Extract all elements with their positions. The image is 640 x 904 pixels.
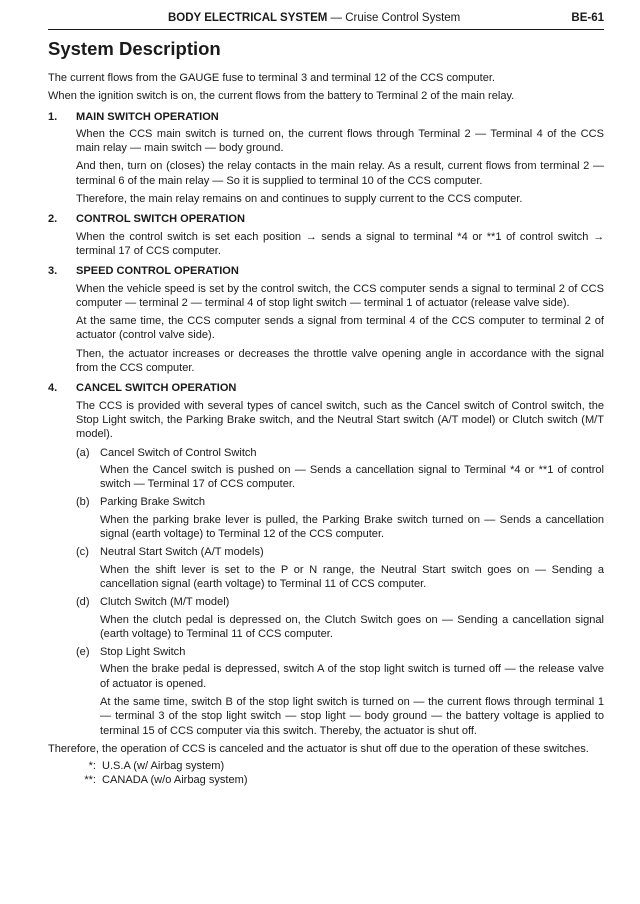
subsection-heading (76, 595, 604, 609)
section-paragraph: When the CCS main switch is turned on, the current flows through Terminal 2 — Terminal 4 of the CCS main relay — main switch — body ground. (76, 127, 604, 155)
subsection-heading (76, 545, 604, 559)
section-number: 3. (48, 265, 58, 278)
section-speed-control (48, 264, 604, 375)
header-title-bold: BODY ELECTRICAL SYSTEM (168, 12, 328, 24)
footnotes (74, 760, 604, 787)
header-title (168, 12, 460, 24)
subsection-label: (e) (76, 646, 90, 659)
section-paragraph: When the control switch is set each position → sends a signal to terminal *4 or **1 of control switch → terminal 17 of CCS computer. (76, 230, 604, 257)
subsection-title: Neutral Start Switch (A/T models) (100, 546, 264, 559)
subsection-title: Cancel Switch of Control Switch (100, 446, 257, 459)
section-paragraph: Therefore, the main relay remains on and continues to supply current to the CCS computer. (76, 193, 523, 206)
section-paragraph: The CCS is provided with several types of cancel switch, such as the Cancel switch of Control switch, the Stop Light switch, the Parking Brake switch, and the Neutral Start switch (A/T model) or Clutch switch (M/T model). (76, 399, 604, 441)
section-paragraph: At the same time, the CCS computer sends a signal from terminal 4 of the CCS computer to terminal 2 of actuator (control valve side). (76, 315, 604, 342)
subsection-body (100, 613, 604, 642)
page-content (48, 71, 604, 787)
subsection-body (100, 662, 604, 737)
footnote (74, 760, 604, 774)
subsection-label: (c) (76, 546, 89, 559)
section-body (76, 282, 604, 376)
section-body (76, 127, 604, 206)
footnote-text: CANADA (w/o Airbag system) (102, 773, 248, 786)
section-control-switch (48, 212, 604, 258)
section-number: 2. (48, 213, 58, 226)
section-title: MAIN SWITCH OPERATION (76, 110, 219, 123)
closing-paragraph: Therefore, the operation of CCS is canceled and the actuator is shut off due to the operation of these switches. (48, 742, 589, 755)
footnote-mark: **: (84, 773, 96, 786)
subsection-paragraph: When the Cancel switch is pushed on — Sends a cancellation signal to Terminal *4 or **1 of control switch — Terminal 17 of CCS computer. (100, 463, 604, 491)
subsection-label: (b) (76, 496, 90, 509)
section-number: 1. (48, 110, 58, 123)
subsection-paragraph: At the same time, switch B of the stop light switch is turned on — the current flows through terminal 1 — terminal 3 of the stop light switch — stop light — body ground — the battery voltage is applied to terminal 15 of CCS computer via this switch. Thereby, the actuator is shut off. (100, 695, 604, 737)
subsection-cancel-switch-of-control-switch (76, 446, 604, 492)
subsection-paragraph: When the parking brake lever is pulled, the Parking Brake switch turned on — Sends a cancellation signal (earth voltage) to Terminal 12 of the CCS computer. (100, 513, 604, 541)
subsection-title: Clutch Switch (M/T model) (100, 596, 230, 609)
subsection-label: (d) (76, 596, 90, 609)
subsection-label: (a) (76, 446, 90, 459)
section-title: CANCEL SWITCH OPERATION (76, 382, 237, 395)
section-number: 4. (48, 382, 58, 395)
section-heading (48, 110, 604, 124)
subsection-heading (76, 495, 604, 509)
section-title: CONTROL SWITCH OPERATION (76, 213, 245, 226)
section-heading (48, 381, 604, 395)
header-rule (48, 29, 604, 30)
subsection-title: Stop Light Switch (100, 646, 186, 659)
section-paragraph: When the vehicle speed is set by the control switch, the CCS computer sends a signal to terminal 2 of CCS computer — terminal 2 — terminal 4 of stop light switch — terminal 1 of actuator (release valve side). (76, 282, 604, 309)
section-body (76, 399, 604, 738)
section-heading (48, 264, 604, 278)
subsection-body (100, 563, 604, 592)
section-body (76, 230, 604, 259)
subsection-neutral-start-switch (76, 545, 604, 591)
intro-paragraph: When the ignition switch is on, the current flows from the battery to Terminal 2 of the main relay. (48, 90, 515, 103)
page-number: BE-61 (571, 12, 604, 24)
footnote-mark: *: (88, 760, 96, 773)
subsection-stop-light-switch (76, 645, 604, 738)
subsection-paragraph: When the clutch pedal is depressed on, the Clutch Switch goes on — Sending a cancellation signal (earth voltage) to Terminal 11 of CCS computer. (100, 613, 604, 640)
subsection-heading (76, 645, 604, 659)
subsection-clutch-switch (76, 595, 604, 641)
section-title: SPEED CONTROL OPERATION (76, 265, 239, 278)
intro-paragraph: The current flows from the GAUGE fuse to terminal 3 and terminal 12 of the CCS computer. (48, 72, 495, 84)
subsection-parking-brake-switch (76, 495, 604, 541)
subsection-paragraph: When the brake pedal is depressed, switch A of the stop light switch is turned off — the release valve of actuator is opened. (100, 663, 604, 690)
footnote (74, 774, 604, 788)
subsection-body (100, 463, 604, 492)
subsection-title: Parking Brake Switch (100, 496, 205, 509)
subsection-heading (76, 446, 604, 460)
footnote-text: U.S.A (w/ Airbag system) (102, 760, 225, 773)
section-cancel-switch (48, 381, 604, 738)
page-title: System Description (48, 38, 221, 59)
section-heading (48, 212, 604, 226)
page-header (48, 8, 604, 30)
section-paragraph: Then, the actuator increases or decreases the throttle valve opening angle in accordance with the signal from the CCS computer. (76, 347, 604, 375)
section-main-switch (48, 110, 604, 207)
section-paragraph: And then, turn on (closes) the relay contacts in the main relay. As a result, current flows from terminal 2 — terminal 6 of the main relay — So it is supplied to terminal 10 of the CCS computer. (76, 160, 604, 187)
subsection-paragraph: When the shift lever is set to the P or N range, the Neutral Start switch goes on — Sending a cancellation signal (earth voltage) to Terminal 11 of CCS computer. (100, 563, 604, 590)
subsection-body (100, 513, 604, 542)
header-title-rest: — Cruise Control System (327, 12, 461, 24)
